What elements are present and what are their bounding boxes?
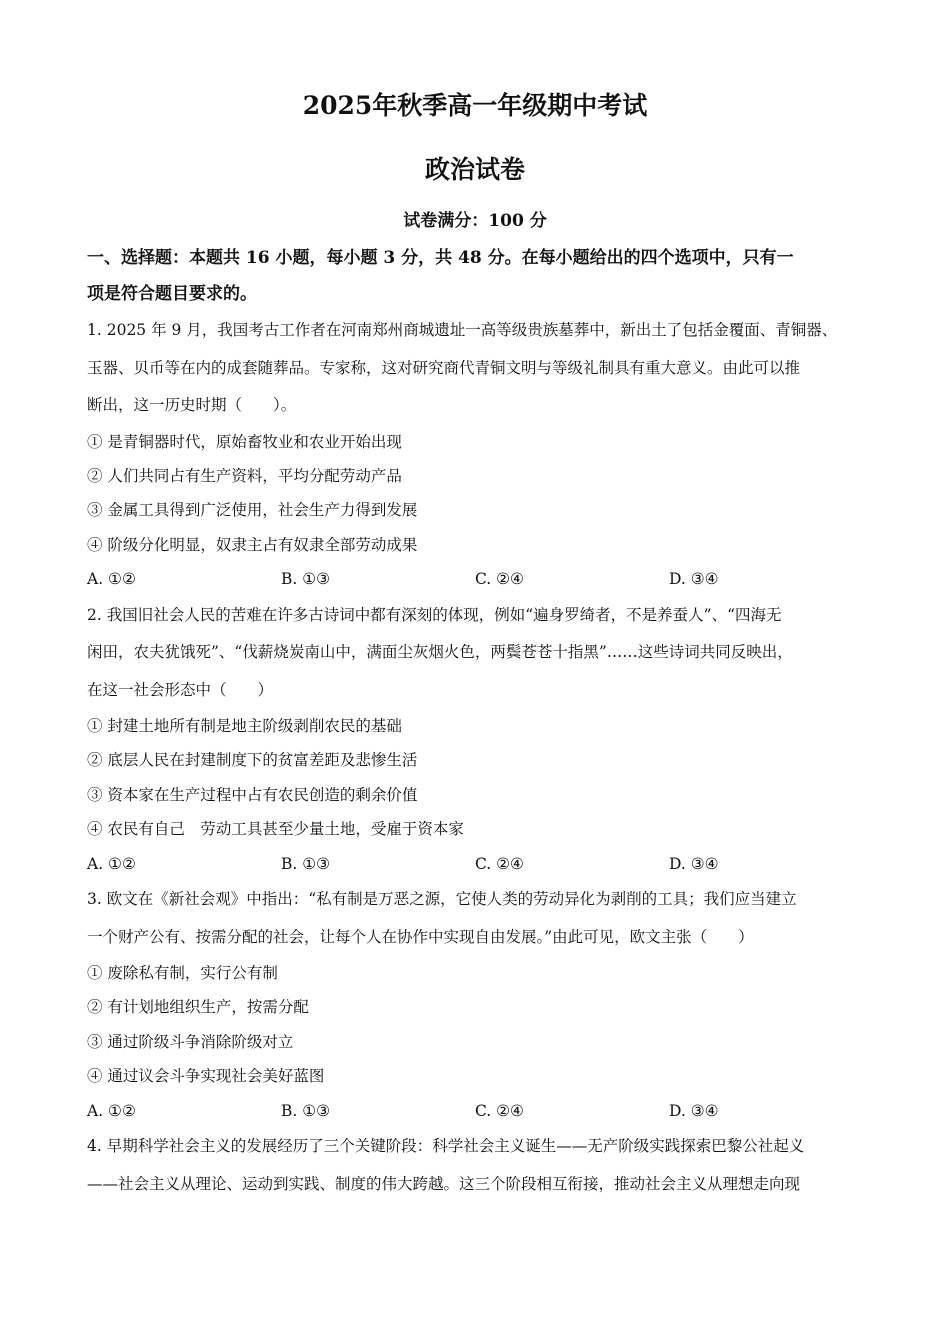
section-heading: 一、选择题：本题共 16 小题，每小题 3 分，共 48 分。在每小题给出的四个选项中，只有一 bbox=[87, 248, 794, 268]
full-mark: 试卷满分：100 分 bbox=[403, 211, 547, 231]
answer-choices bbox=[87, 847, 865, 881]
question-stem-line: 断出，这一历史时期（ ）。 bbox=[87, 396, 297, 414]
question-4 bbox=[87, 1128, 865, 1203]
statement-option: ① 废除私有制，实行公有制 bbox=[87, 964, 278, 983]
question-2 bbox=[87, 597, 865, 882]
answer-choice-c: C. ②④ bbox=[475, 1101, 524, 1120]
statement-option: ② 有计划地组织生产，按需分配 bbox=[87, 998, 309, 1017]
answer-choice-d: D. ③④ bbox=[669, 570, 719, 589]
answer-choice-c: C. ②④ bbox=[475, 854, 524, 873]
question-stem-line: 4. 早期科学社会主义的发展经历了三个关键阶段：科学社会主义诞生——无产阶级实践探索巴黎公社起义 bbox=[87, 1137, 805, 1156]
statement-option: ① 是青铜器时代，原始畜牧业和农业开始出现 bbox=[87, 432, 402, 451]
section-heading: 项是符合题目要求的。 bbox=[87, 284, 257, 304]
answer-choice-b: B. ①③ bbox=[281, 570, 331, 589]
statement-option: ② 底层人民在封建制度下的贫富差距及悲惨生活 bbox=[87, 751, 418, 770]
exam-content bbox=[87, 240, 865, 1203]
question-stem-line: 一个财产公有、按需分配的社会，让每个人在协作中实现自由发展。”由此可见，欧文主张（ ） bbox=[87, 927, 754, 946]
statement-option: ③ 通过阶级斗争消除阶级对立 bbox=[87, 1032, 294, 1051]
answer-choice-b: B. ①③ bbox=[281, 1101, 331, 1120]
subject-title: 政治试卷 bbox=[424, 155, 525, 184]
statement-option: ③ 资本家在生产过程中占有农民创造的剩余价值 bbox=[87, 785, 418, 804]
statement-option: ③ 金属工具得到广泛使用，社会生产力得到发展 bbox=[87, 501, 418, 520]
question-stem-line: 玉器、贝币等在内的成套随葬品。专家称，这对研究商代青铜文明与等级礼制具有重大意义。由此可以推 bbox=[87, 358, 801, 377]
question-stem-line: 1. 2025 年 9 月，我国考古工作者在河南郑州商城遗址一高等级贵族墓葬中，新出土了包括金覆面、青铜器、 bbox=[87, 321, 838, 339]
answer-choice-b: B. ①③ bbox=[281, 854, 331, 873]
answer-choices bbox=[87, 1094, 865, 1128]
answer-choice-c: C. ②④ bbox=[475, 570, 524, 589]
answer-choice-d: D. ③④ bbox=[669, 854, 719, 873]
question-stem-line: 闲田，农夫犹饿死”、“伐薪烧炭南山中，满面尘灰烟火色，两鬓苍苍十指黑”……这些诗词共同反映出， bbox=[87, 643, 793, 662]
answer-choice-a: A. ①② bbox=[87, 1101, 136, 1120]
question-1 bbox=[87, 312, 865, 597]
answer-choice-d: D. ③④ bbox=[669, 1101, 719, 1120]
question-stem-line: 3. 欧文在《新社会观》中指出：“私有制是万恶之源，它使人类的劳动异化为剥削的工具；我们应当建立 bbox=[87, 890, 797, 909]
statement-option: ① 封建土地所有制是地主阶级剥削农民的基础 bbox=[87, 717, 402, 736]
question-stem-line: ——社会主义从理论、运动到实践、制度的伟大跨越。这三个阶段相互衔接，推动社会主义从理想走向现 bbox=[87, 1174, 801, 1193]
answer-choice-a: A. ①② bbox=[87, 570, 136, 589]
exam-title: 2025年秋季高一年级期中考试 bbox=[302, 91, 648, 120]
statement-option: ④ 阶级分化明显，奴隶主占有奴隶全部劳动成果 bbox=[87, 535, 418, 554]
answer-choice-a: A. ①② bbox=[87, 854, 136, 873]
question-3 bbox=[87, 881, 865, 1128]
statement-option: ④ 农民有自己 劳动工具甚至少量土地，受雇于资本家 bbox=[87, 820, 464, 839]
answer-choices bbox=[87, 562, 865, 596]
statement-option: ④ 通过议会斗争实现社会美好蓝图 bbox=[87, 1067, 325, 1086]
question-stem-line: 在这一社会形态中（ ） bbox=[87, 680, 274, 699]
question-stem-line: 2. 我国旧社会人民的苦难在许多古诗词中都有深刻的体现，例如“遍身罗绮者，不是养蚕人”、“四海无 bbox=[87, 605, 782, 624]
statement-option: ② 人们共同占有生产资料，平均分配劳动产品 bbox=[87, 466, 402, 485]
